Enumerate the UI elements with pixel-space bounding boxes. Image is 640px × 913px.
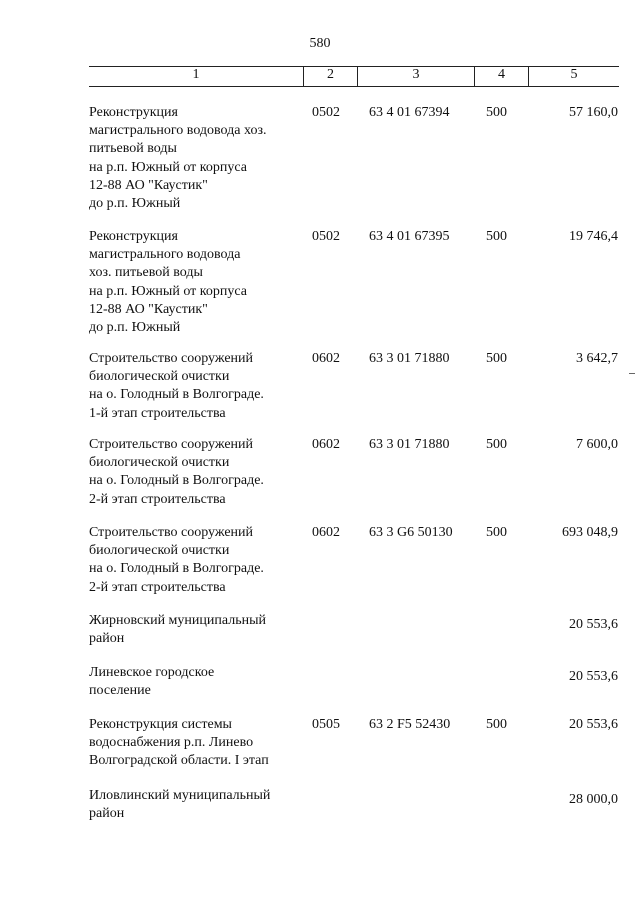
row-amount: 7 600,0 — [576, 437, 618, 452]
row-name: Иловлинский муниципальный район — [89, 788, 271, 822]
row-name: Жирновский муниципальный район — [89, 613, 266, 647]
row-code: 63 3 01 71880 — [369, 351, 450, 366]
row-amount: 57 160,0 — [569, 105, 618, 120]
column-header-3: 3 — [412, 67, 420, 82]
column-header-1: 1 — [192, 67, 200, 82]
row-section: 0502 — [312, 105, 340, 120]
row-name: Строительство сооружений биологической очистки на о. Голодный в Волгограде. 1-й этап строительства — [89, 351, 264, 421]
row-type: 500 — [486, 229, 507, 244]
page-number: 580 — [309, 36, 331, 51]
row-amount: 20 553,6 — [569, 669, 618, 684]
row-amount: 20 553,6 — [569, 717, 618, 732]
row-name: Реконструкция магистрального водовода хоз. питьевой воды на р.п. Южный от корпуса 12-88 АО "Каустик" до р.п. Южный — [89, 105, 267, 212]
row-name: Реконструкция магистрального водовода хоз. питьевой воды на р.п. Южный от корпуса 12-88 АО "Каустик" до р.п. Южный — [89, 229, 247, 336]
row-name: Линевское городское поселение — [89, 665, 215, 699]
row-code: 63 2 F5 52430 — [369, 717, 451, 732]
column-header-2: 2 — [327, 67, 334, 82]
row-section: 0602 — [312, 525, 340, 540]
row-amount: 19 746,4 — [569, 229, 618, 244]
row-section: 0602 — [312, 437, 340, 452]
row-amount: 693 048,9 — [562, 525, 618, 540]
row-section: 0505 — [312, 717, 340, 732]
row-type: 500 — [486, 717, 507, 732]
row-code: 63 3 G6 50130 — [369, 525, 453, 540]
row-amount: 28 000,0 — [569, 792, 618, 807]
row-code: 63 3 01 71880 — [369, 437, 450, 452]
scan-edge-mark — [629, 373, 635, 374]
row-type: 500 — [486, 351, 507, 366]
row-code: 63 4 01 67395 — [369, 229, 450, 244]
row-section: 0602 — [312, 351, 340, 366]
column-header-4: 4 — [498, 67, 505, 82]
row-name: Строительство сооружений биологической очистки на о. Голодный в Волгограде. 2-й этап строительства — [89, 525, 264, 595]
row-amount: 3 642,7 — [576, 351, 618, 366]
row-type: 500 — [486, 105, 507, 120]
column-header-5: 5 — [570, 67, 578, 82]
row-amount: 20 553,6 — [569, 617, 618, 632]
row-name: Реконструкция системы водоснабжения р.п. Линево Волгоградской области. I этап — [89, 717, 269, 769]
row-name: Строительство сооружений биологической очистки на о. Голодный в Волгограде. 2-й этап строительства — [89, 437, 264, 507]
row-section: 0502 — [312, 229, 340, 244]
row-code: 63 4 01 67394 — [369, 105, 450, 120]
row-type: 500 — [486, 437, 507, 452]
row-type: 500 — [486, 525, 507, 540]
